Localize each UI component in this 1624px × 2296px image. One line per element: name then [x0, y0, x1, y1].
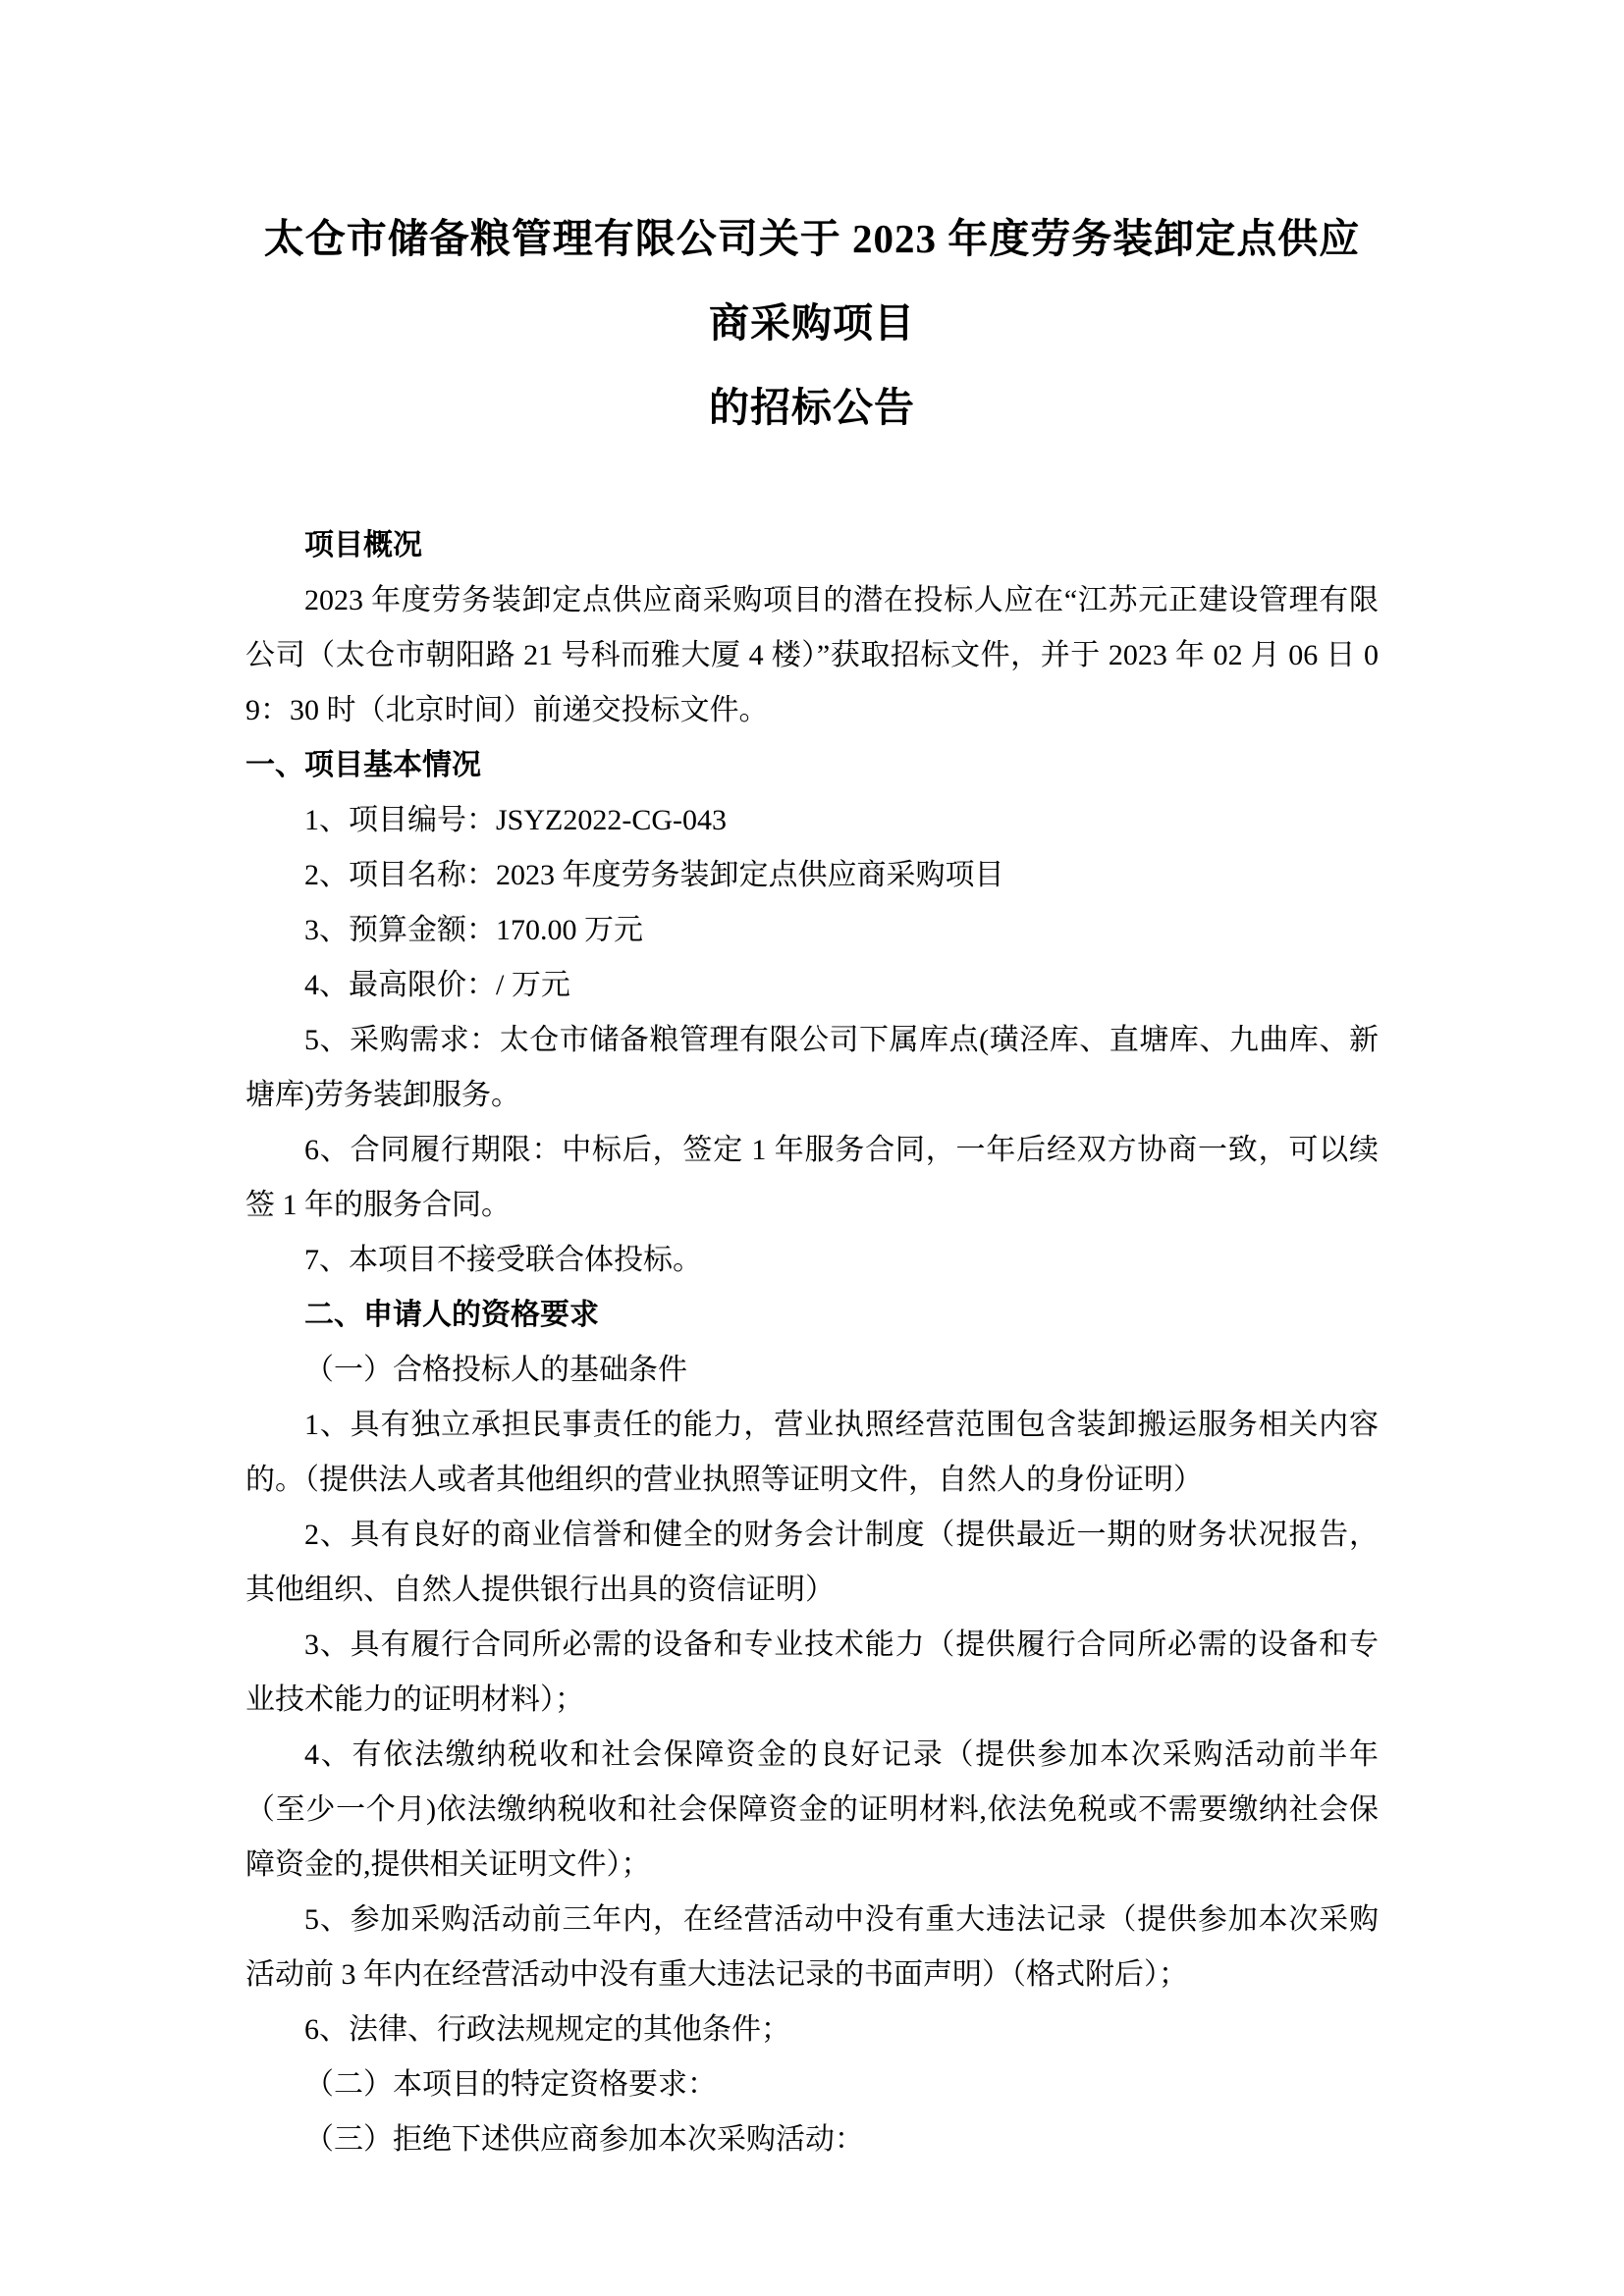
s2-subheading-basic: （一）合格投标人的基础条件: [304, 1354, 687, 1386]
document-title: [245, 196, 1379, 450]
s1-item-price-cap: 4、最高限价：/ 万元: [304, 969, 570, 1001]
s1-item-budget: 3、预算金额：170.00 万元: [304, 914, 643, 946]
s2-subheading-specific: （二）本项目的特定资格要求：: [304, 2068, 717, 2101]
s1-item-project-number: 1、项目编号：JSYZ2022-CG-043: [304, 804, 728, 836]
s2-basic-condition-3: 3、具有履行合同所必需的设备和专业技术能力（提供履行合同所必需的设备和专业技术能力的证明材料）；: [245, 1629, 1379, 1716]
s2-basic-condition-6: 6、法律、行政法规规定的其他条件；: [304, 2013, 790, 2046]
s2-basic-condition-2: 2、具有良好的商业信誉和健全的财务会计制度（提供最近一期的财务状况报告，其他组织、自然人提供银行出具的资信证明）: [245, 1519, 1379, 1606]
section-1-heading: 一、项目基本情况: [245, 749, 481, 781]
title-line-2: 的招标公告: [709, 385, 915, 430]
s2-basic-condition-4: 4、有依法缴纳税收和社会保障资金的良好记录（提供参加本次采购活动前半年（至少一个月)依法缴纳税收和社会保障资金的证明材料,依法免税或不需要缴纳社会保障资金的,提供相关证明文件）；: [245, 1738, 1379, 1881]
s2-basic-condition-5: 5、参加采购活动前三年内，在经营活动中没有重大违法记录（提供参加本次采购活动前 3 年内在经营活动中没有重大违法记录的书面声明）（格式附后）；: [245, 1903, 1379, 1991]
overview-paragraph: 2023 年度劳务装卸定点供应商采购项目的潜在投标人应在“江苏元正建设管理有限公司（太仓市朝阳路 21 号科而雅大厦 4 楼）”获取招标文件，并于 2023 年 02 月 06 日 09：30 时（北京时间）前递交投标文件。: [245, 584, 1379, 726]
document-body: [245, 518, 1379, 2167]
s1-item-no-consortium: 7、本项目不接受联合体投标。: [304, 1244, 702, 1276]
s1-item-contract-term: 6、合同履行期限：中标后，签定 1 年服务合同，一年后经双方协商一致，可以续签 1 年的服务合同。: [245, 1134, 1379, 1221]
section-2-heading: 二、申请人的资格要求: [304, 1299, 599, 1331]
s2-basic-condition-1: 1、具有独立承担民事责任的能力，营业执照经营范围包含装卸搬运服务相关内容的。（提供法人或者其他组织的营业执照等证明文件，自然人的身份证明）: [245, 1409, 1379, 1496]
overview-heading: 项目概况: [304, 529, 422, 561]
s1-item-project-name: 2、项目名称：2023 年度劳务装卸定点供应商采购项目: [304, 859, 1004, 891]
s1-item-requirement: 5、采购需求：太仓市储备粮管理有限公司下属库点(璜泾库、直塘库、九曲库、新塘库)劳务装卸服务。: [245, 1024, 1379, 1111]
s2-subheading-rejected: （三）拒绝下述供应商参加本次采购活动：: [304, 2123, 864, 2156]
title-line-1: 太仓市储备粮管理有限公司关于 2023 年度劳务装卸定点供应商采购项目: [263, 216, 1361, 346]
